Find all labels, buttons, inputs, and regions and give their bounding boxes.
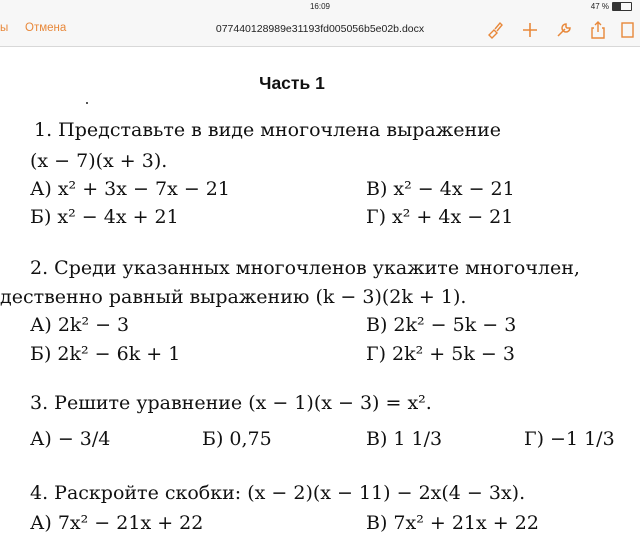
battery-fill	[613, 3, 621, 10]
question-4-option-v: В) 7x² + 21x + 22	[366, 512, 539, 534]
wrench-icon[interactable]	[554, 20, 574, 40]
battery-icon	[612, 2, 632, 11]
toolbar	[0, 14, 640, 47]
question-2-option-a: А) 2k² − 3	[30, 314, 130, 336]
battery-indicator	[591, 2, 632, 11]
question-1-option-b: Б) x² − 4x + 21	[30, 206, 179, 228]
document-page[interactable]	[0, 47, 640, 534]
question-3-text: 3. Решите уравнение (x − 1)(x − 3) = x².	[30, 392, 432, 414]
back-button[interactable]: ы	[0, 22, 9, 34]
stray-mark	[86, 102, 88, 104]
question-2-option-b: Б) 2k² − 6k + 1	[30, 343, 181, 365]
add-icon[interactable]	[520, 20, 540, 40]
cancel-button[interactable]: Отмена	[25, 22, 67, 34]
question-3-option-b: Б) 0,75	[202, 428, 272, 450]
question-3-option-g: Г) −1 1/3	[524, 428, 615, 450]
battery-percent: 47 %	[590, 2, 609, 11]
question-1-option-a: А) x² + 3x − 7x − 21	[30, 178, 230, 200]
question-4-text: 4. Раскройте скобки: (x − 2)(x − 11) − 2x(4 − 3x).	[30, 482, 526, 504]
question-2-expression: дественно равный выражению (k − 3)(2k + 1).	[0, 286, 467, 308]
question-2-option-g: Г) 2k² + 5k − 3	[366, 343, 515, 365]
question-3-option-v: В) 1 1/3	[366, 428, 443, 450]
brush-icon[interactable]	[485, 20, 505, 40]
question-1-text: 1. Представьте в виде многочлена выражение	[34, 119, 502, 141]
question-1-option-v: В) x² − 4x − 21	[366, 178, 515, 200]
question-1-option-g: Г) x² + 4x − 21	[366, 206, 514, 228]
question-3-option-a: А) − 3/4	[30, 428, 111, 450]
pages-icon[interactable]	[618, 20, 638, 40]
share-icon[interactable]	[588, 20, 608, 40]
page-heading: Часть 1	[259, 73, 325, 93]
status-time: 16:09	[309, 2, 331, 11]
question-4-option-a: А) 7x² − 21x + 22	[30, 512, 204, 534]
question-2-option-v: В) 2k² − 5k − 3	[366, 314, 517, 336]
question-1-expression: (x − 7)(x + 3).	[30, 150, 168, 172]
question-2-text: 2. Среди указанных многочленов укажите многочлен,	[30, 257, 580, 279]
document-title: 077440128989e31193fd005056b5e02b.docx	[215, 23, 425, 35]
status-bar	[0, 0, 640, 14]
